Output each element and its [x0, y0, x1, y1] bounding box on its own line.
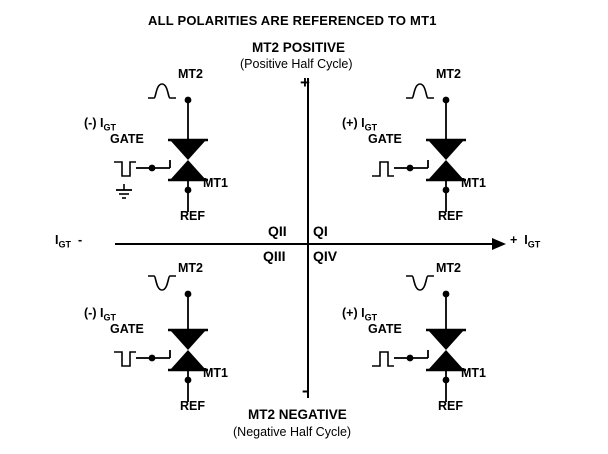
- quadrant-ii-gate-current-label: [84, 117, 116, 133]
- right-axis-label: [510, 234, 540, 250]
- horizontal-axis: [115, 243, 497, 245]
- quadrant-iv-polarity: (+): [342, 306, 358, 320]
- quadrant-ii-ref-label: REF: [180, 209, 205, 223]
- quadrant-ii-mt1-label: MT1: [203, 176, 228, 190]
- quadrant-label-qi: QI: [313, 223, 328, 239]
- left-axis-current-sub: GT: [58, 239, 71, 250]
- quadrant-i-polarity: (+): [342, 116, 358, 130]
- quadrant-label-qiv: QIV: [313, 248, 338, 264]
- quadrant-i-mt2-label: MT2: [436, 67, 461, 81]
- right-axis-current-sub: GT: [527, 239, 541, 250]
- bottom-sign: -: [302, 381, 308, 400]
- quadrant-i-circuit: [358, 72, 508, 232]
- quadrant-iv-ref-label: REF: [438, 399, 463, 413]
- quadrant-label-qiii: QIII: [263, 248, 286, 264]
- quadrant-ii-current-sub: GT: [103, 122, 116, 133]
- axis-arrow-right: [492, 236, 506, 252]
- quadrant-i-gate-current-label: [342, 117, 377, 133]
- quadrant-iv-mt1-label: MT1: [461, 366, 486, 380]
- right-axis-current: I: [524, 233, 528, 247]
- vertical-axis: [307, 78, 309, 398]
- quadrant-i-current-sub: GT: [364, 122, 378, 133]
- quadrant-i-ref-label: REF: [438, 209, 463, 223]
- left-axis-sign: -: [77, 233, 83, 247]
- quadrant-ii-mt2-label: MT2: [178, 67, 203, 81]
- quadrant-iii-mt2-label: MT2: [178, 261, 203, 275]
- quadrant-i-gate-label: GATE: [368, 132, 402, 146]
- quadrant-label-qii: QII: [268, 223, 287, 239]
- quadrant-iv-gate-current-label: [342, 307, 377, 323]
- quadrant-iii-gate-label: GATE: [110, 322, 144, 336]
- top-sign: +: [300, 73, 310, 92]
- bottom-subcaption: (Negative Half Cycle): [233, 425, 352, 439]
- quadrant-iv-mt2-label: MT2: [436, 261, 461, 275]
- quadrant-iii-polarity: (-): [84, 306, 97, 320]
- quadrant-iv-current-sub: GT: [364, 312, 378, 323]
- quadrant-iv-circuit: [358, 262, 508, 422]
- quadrant-ii-gate-label: GATE: [110, 132, 144, 146]
- top-subcaption: (Positive Half Cycle): [240, 57, 353, 71]
- quadrant-iv-current: I: [361, 306, 365, 320]
- page-title: ALL POLARITIES ARE REFERENCED TO MT1: [148, 13, 437, 28]
- quadrant-iii-current-sub: GT: [103, 312, 116, 323]
- quadrant-iv-gate-label: GATE: [368, 322, 402, 336]
- quadrant-iii-gate-current-label: [84, 307, 116, 323]
- quadrant-i-current: I: [361, 116, 365, 130]
- right-axis-sign: +: [510, 233, 518, 247]
- quadrant-iii-circuit: [100, 262, 250, 422]
- quadrant-iii-ref-label: REF: [180, 399, 205, 413]
- quadrant-i-mt1-label: MT1: [461, 176, 486, 190]
- left-axis-current: I: [55, 233, 59, 247]
- quadrant-iii-current: I: [99, 306, 104, 320]
- quadrant-iii-mt1-label: MT1: [203, 366, 228, 380]
- quadrant-ii-circuit: [100, 72, 250, 232]
- left-axis-label: [55, 234, 82, 250]
- quadrant-ii-polarity: (-): [84, 116, 97, 130]
- bottom-caption: MT2 NEGATIVE: [248, 407, 347, 422]
- top-caption: MT2 POSITIVE: [252, 40, 346, 55]
- quadrant-ii-current: I: [99, 116, 104, 130]
